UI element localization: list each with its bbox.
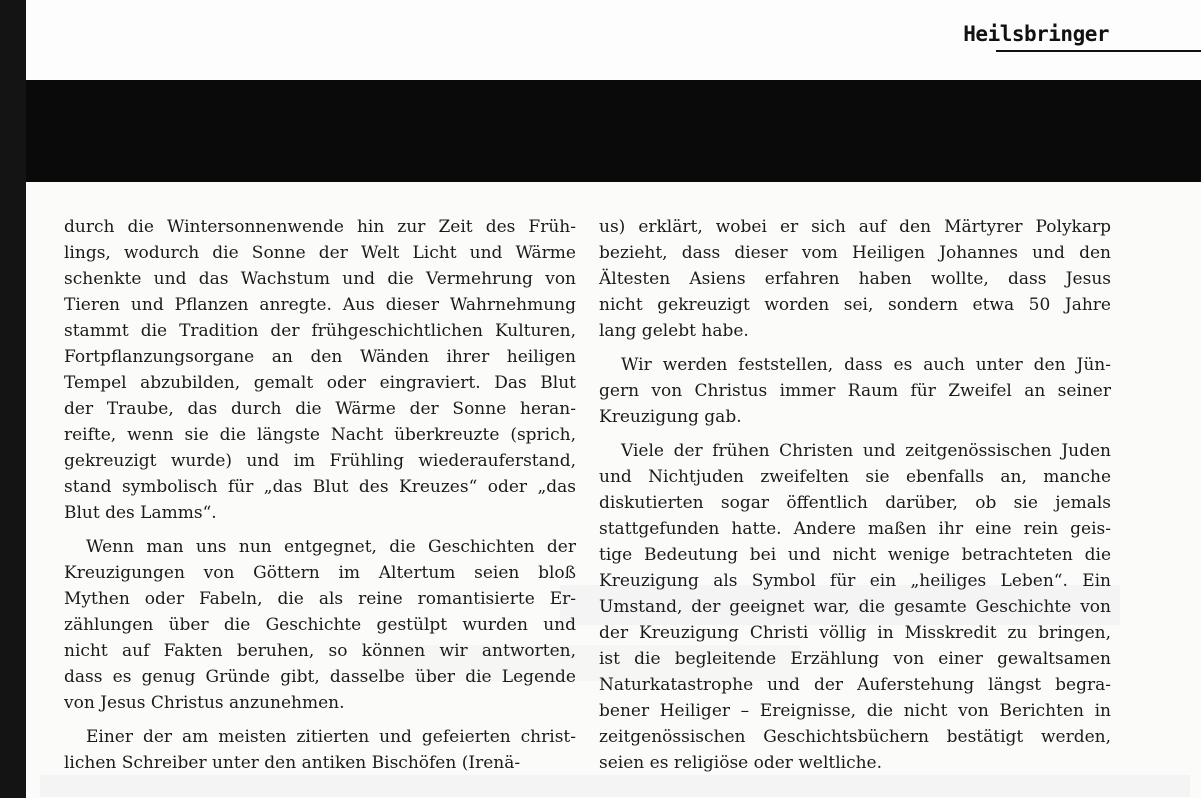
header-rule [996,50,1201,52]
text-line: bener Heiliger – Ereignisse, die nicht von Berichten in [599,701,1111,721]
text-column-right [599,214,1111,776]
paragraph-gap [599,430,1111,438]
text-line: Tempel abzubilden, gemalt oder eingraviert. Das Blut [64,373,576,393]
text-line: seien es religiöse oder weltliche. [599,753,883,773]
text-line: Umstand, der geeignet war, die gesamte Geschichte von [599,597,1111,617]
paragraph-gap [64,526,576,534]
text-line: Kreuzigung als Symbol für ein „heiliges Leben“. Ein [599,571,1111,591]
text-line: Wenn man uns nun entgegnet, die Geschichten der [86,537,576,557]
text-line: nicht gekreuzigt worden sei, sondern etwa 50 Jahre [599,295,1111,315]
text-line: Wir werden feststellen, dass es auch unter den Jün- [621,355,1111,375]
text-line: schenkte und das Wachstum und die Vermehrung von [64,269,576,289]
paragraph-gap [599,344,1111,352]
decorative-black-band [26,80,1201,182]
text-column-left [64,214,576,776]
text-line: der Kreuzigung Christi völlig in Misskredit zu bringen, [599,623,1111,643]
text-line: Einer der am meisten zitierten und gefeierten christ- [86,727,576,747]
text-line: Tieren und Pflanzen anregte. Aus dieser Wahrnehmung [64,295,576,315]
text-line: Kreuzigung gab. [599,407,742,427]
text-line: stand symbolisch für „das Blut des Kreuzes“ oder „das [64,477,576,497]
text-line: reifte, wenn sie die längste Nacht überkreuzte (sprich, [64,425,576,445]
text-line: stattgefunden hatte. Andere maßen ihr eine rein geis- [599,519,1111,539]
text-line: Mythen oder Fabeln, die als reine romantisierte Er- [64,589,576,609]
text-line: und Nichtjuden zweifelten sie ebenfalls an, manche [599,467,1111,487]
text-line: von Jesus Christus anzunehmen. [64,693,345,713]
text-line: lang gelebt habe. [599,321,749,341]
text-line: ist die begleitende Erzählung von einer gewaltsamen [599,649,1111,669]
text-line: us) erklärt, wobei er sich auf den Märtyrer Polykarp [599,217,1111,237]
text-line: lichen Schreiber unter den antiken Bischöfen (Irenä- [64,753,521,773]
text-line: Ältesten Asiens erfahren haben wollte, dass Jesus [599,269,1111,289]
page-binding-shadow [0,0,26,798]
text-line: gekreuzigt wurde) und im Frühling wiederauferstand, [64,451,576,471]
text-line: Blut des Lamms“. [64,503,217,523]
text-line: durch die Wintersonnenwende hin zur Zeit des Früh- [64,217,576,237]
text-line: bezieht, dass dieser vom Heiligen Johannes und den [599,243,1111,263]
text-line: lings, wodurch die Sonne der Welt Licht und Wärme [64,243,576,263]
text-line: stammt die Tradition der frühgeschichtlichen Kulturen, [64,321,576,341]
text-line: Kreuzigungen von Göttern im Altertum seien bloß [64,563,576,583]
text-line: zeitgenössischen Geschichtsbüchern bestätigt werden, [599,727,1111,747]
text-line: Fortpflanzungsorgane an den Wänden ihrer heiligen [64,347,576,367]
text-line: nicht auf Fakten beruhen, so können wir antworten, [64,641,576,661]
text-line: Naturkatastrophe und der Auferstehung längst begra- [599,675,1111,695]
text-line: tige Bedeutung bei und nicht wenige betrachteten die [599,545,1111,565]
text-line: zählungen über die Geschichte gestülpt wurden und [64,615,576,635]
text-line: gern von Christus immer Raum für Zweifel an seiner [599,381,1111,401]
text-line: Viele der frühen Christen und zeitgenössischen Juden [621,441,1111,461]
paragraph-gap [64,716,576,724]
running-header-title: Heilsbringer [963,22,1109,46]
text-line: dass es genug Gründe gibt, dasselbe über die Legende [64,667,576,687]
text-line: der Traube, das durch die Wärme der Sonne heran- [64,399,576,419]
text-line: diskutierten sogar öffentlich darüber, ob sie jemals [599,493,1111,513]
show-through-shadow [40,775,1190,797]
